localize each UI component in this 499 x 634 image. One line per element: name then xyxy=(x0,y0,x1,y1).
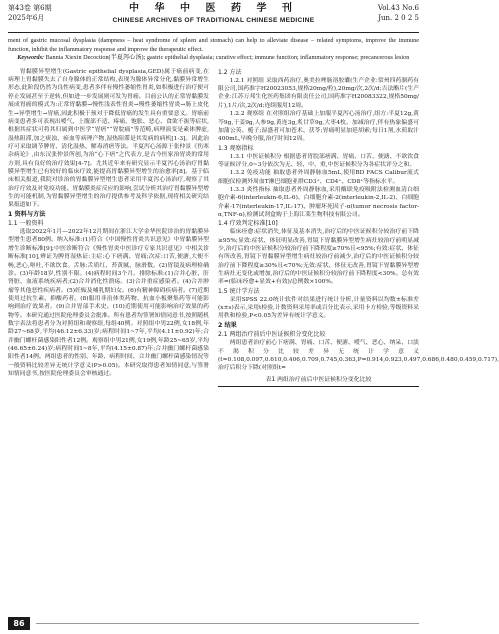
date-en: Jun. 2 0 2 5 xyxy=(378,14,419,22)
abstract-tail: ment of gastric mucosal dysplasia (dampness – heat syndrome of spleen and stomach) can help to alleviate disease – related symptoms, improve the immune function, inhibit the inflammatory response and improve the therapeutic effect. xyxy=(8,37,419,53)
observation-group-paragraph: 1.2.2 观察组 在对照组治疗基础上加服半夏泻心汤治疗,组方:半夏12g,黄芩9g,干姜9g,人参9g,黄连3g,炙甘草9g,大枣4枚。加减治疗,伴有热象偏盛可加蒲公英、栀子;湿盛者可加苍术、茯苓;胃痛明显加延胡索;每日1剂,水煎取汁400mL,早晚分服,治疗时间12周。 xyxy=(218,111,419,143)
page-number: 86 xyxy=(8,617,30,630)
section-heading-materials-methods: 1 资料与方法 xyxy=(8,210,46,218)
journal-title-zh: 中 华 中 医 药 学 刊 xyxy=(129,3,298,14)
left-column xyxy=(8,68,209,387)
efficacy-criteria-paragraph: 临床痊愈:症状消失,体征及基本消失,治疗后的中医证候积分较治疗前下降≥95%;显效:症状、体征明显改善,胃镜下胃黏膜异型增生病灶较治疗前明显减少,治疗后的中医证候积分较治疗前下降程度≥70%且<95%;有效:症状、体征有所改善,胃镜下胃黏膜异型增生病灶较治疗前减少,治疗后的中医证候积分较治疗前下降程度≥30%且<70%;无效:症状、体征无改善,胃镜下胃黏膜异型增生病灶无变化或增加,治疗后的中医证候积分较治疗前下降程度<30%。总有效率=(临床痊愈+显效+有效)/总例数×100%。 xyxy=(218,229,419,286)
intro-paragraph: 胃黏膜异型增生(Gastric epithelial dysplasia,GED)属于癌前病变,在病理上胃黏膜失去了自身腺体的正常结构,表现为腺体异常分化,黏膜异常增生形态,此阶段仍然为良性病变,患者多伴有慢性萎缩性胃炎,如积极进行治疗便可停止发展甚至于逆转,但如进一步发展则可发为胃癌。目前公认的正常胃黏膜发展成胃癌的模式为:正常胃黏膜→慢性浅表性胃炎→慢性萎缩性胃炎→肠上皮化生→异型增生→胃癌,因此积极干预对于降低胃癌的发生具有重要意义。胃癌前病变患者多可表现出嗳气、上腹部不适、疼痛、饱胀、恶心、食欲不振等症状,根据其症状可将其归属到中医学“胃痞”“胃脘痛”等范畴,病理演变是素体脾虚,湿热阻滞,加之痰浊、瘀血等病理产物,湿热阻滞是其发病的病机[1-3]。因此治疗可采取调节脾胃、清化湿热、解毒消痞等法。半夏泻心汤源于张仲景《伤寒杂病论》,由东汉张仲景所创,为治“心下痞”之代表方,是古今医家治胃炎的常用方剂,具有良好的治疗效果[4-7]。尤其近年来有研究显示半夏泻心汤治疗胃黏膜异型增生已有较好的临床疗效,能提高胃黏膜异型增生的治愈率[8]。基于临床相关报道,我院对诊治的胃黏膜异型增生患者采用半夏泻心汤治疗,观察了其治疗疗效及对免疫功能、胃黏膜炎症反应的影响,尝试分析其治疗胃黏膜异型增生的可能机制,为胃黏膜异型增生的治疗提供参考及科学依据,现将相关研究结果报道如下。 xyxy=(8,68,209,209)
general-data-paragraph: 选取2022年1月—2022年12月期间在浙江大学金华医院诊治的胃黏膜异型增生患者80例。纳入标准:(1)符合《中国慢性胃炎共识意见》中胃黏膜异型增生诊断标准[9];中医诊断符合《慢性胃炎中医诊疗专家共识意见》中相关诊断标准[10],辨证为脾胃湿热证:主症:心下痞满、胃痛;次症:口苦,便溏,大便不畅,恶心,呕吐,不欲饮食。舌脉:舌质红、苔黄腻、脉滑数。(2)胃镜及病理检确诊。(3)年龄18岁,性别不限。(4)病程时间3个月。排除标准:(1)合并心脏、肝肾脏、血液系统疾病者;(2)合并消化性溃疡。(3)合并重症感染者。(4)合并肿瘤等其他恶性疾病者。(5)妊娠及哺乳期妇女。(6)有精神障碍疾病者。(7)近期使用过抗生素、抑酸药者。(8)服用非甾体类药物、抗血小板聚集药等可能影响到治疗效果者。(9)合并胃部手术史。(10)近期使用可能影响治疗效果的药物等。本研究通过医院伦理委员会批准。所有患者均签署知情同意书,按照随机数字表法将患者分为对照组和观察组,每组40例。对照组中男22例,女18例,年龄27~68岁,平均(46.12±6.33)岁;病程时间1~7年,平均(4.11±0.92)年;合并幽门螺杆菌感染阳性者12例。观察组中男21例,女19例,年龄25~65岁,平均(46.65±6.24)岁;病程时间1~8年,平均(4.15±0.87)年;合并幽门螺杆菌感染阳性者14例。两组患者的性别、年龄、病程时间、合并幽门螺杆菌感染情况等一般资料比较差异无统计学意义(P>0.05)。本研究取得患者知情同意,与签署知情同意书,按医院伦理委员会审核通过。 xyxy=(8,229,209,377)
table-caption: 表1 两组治疗前后中医证候积分变化比较 xyxy=(265,376,372,383)
section-heading-results: 2 结果 xyxy=(218,321,237,329)
body-columns xyxy=(8,68,499,387)
subsection-heading-general-data: 1.1 一般资料 xyxy=(8,220,44,228)
date-zh: 2025年6月 xyxy=(8,14,45,22)
immune-function-paragraph: 1.3.2 免疫功能 抽取患者外周静脉血5mL,使用BD FACS Calibur流式细胞仪检测外周血T淋巴细胞亚群CD3⁺、CD4⁺、CD8⁺等指标水平。 xyxy=(218,170,419,185)
subsection-heading-efficacy-criteria: 1.4 疗效判定标准[10] xyxy=(218,220,278,228)
subsection-heading-indicators: 1.3 观察指标 xyxy=(218,144,254,152)
keywords-label: Keywords: xyxy=(17,54,45,62)
tcm-syndrome-score-paragraph: 1.3.1 中医证候积分 根据患者胃脘部痞满、胃痛、口苦、便溏、不欲饮食等证候评分,0~3分依次为无、轻、中、重,中医证候积分为各症状评分之和。 xyxy=(218,153,419,168)
right-column xyxy=(218,68,499,387)
keywords-line xyxy=(8,54,419,63)
statistics-paragraph: 采用SPSS 22.0统计软件对结果进行统计分析,计量资料以均数±标准差(x±s)表示,采用t检验,计数资料采用率或百分比表示,采用卡方检验,等级资料采用秩和检验,P<0.05为差异有统计学意义。 xyxy=(218,296,419,320)
subsection-heading-methods: 1.2 方法 xyxy=(218,68,242,76)
inflammatory-indicators-paragraph: 1.3.3 炎性指标 抽取患者外周静脉血,采用酶联免疫吸附法检测血清白细胞介素-6(interleukin-6,IL-6)、白细胞介素-2(interleukin-2,IL-2)、白细胞介素-17(interleukin-17,IL-17)、肿瘤坏死因子-α(tumor necrosis factor-α,TNF-α),检测试剂盒购于上海江莱生物科技有限公司。 xyxy=(218,186,419,218)
tcm-score-results-paragraph: 两组患者治疗前心下痞满、胃痛、口苦、便溏、嗳气、恶心、纳呆、口淡不渴积分比较差异无统计学意义(t=0.108,0.097,0.610,0.406,0.709,0.745,0.363,P=0.914,0.923,0.497,0.686,0.480,0.459,0.717),治疗后积分下降(对照组t= xyxy=(218,340,499,372)
footer-rule xyxy=(36,623,419,624)
volume-en: Vol.43 No.6 xyxy=(377,4,419,12)
header-right xyxy=(378,3,419,23)
subsection-heading-tcm-score-comparison: 2.1 两组治疗前后中医证候积分变化比较 xyxy=(218,331,326,339)
subsection-heading-statistics: 1.5 统计学方法 xyxy=(218,287,260,295)
english-abstract xyxy=(8,37,419,63)
journal-title-en: CHINESE ARCHIVES OF TRADITIONAL CHINESE MEDICINE xyxy=(112,17,315,24)
volume-zh: 第43卷 第6期 xyxy=(8,4,52,12)
header-center xyxy=(8,3,419,25)
table-top-rule xyxy=(218,386,419,387)
running-header xyxy=(8,0,419,33)
keywords-text: Bannia Xiexin Decoction(半夏泻心汤); gastric epithelial dysplasia; curative effect; immune function; inflammatory response; precancerous lesion xyxy=(45,54,410,62)
control-group-paragraph: 1.2.1 对照组 采取西药治疗,奥美拉唑肠溶胶囊(生产企业:常州四药制药有限公司,国药准字H20023053,规格20mg/粒),20mg/次,2次/d;吉法酯片(生产企业:江苏万邦生化医药集团有限责任公司,国药准字H20083322,规格50mg/片),1片/次,2次/d;连续服用12周。 xyxy=(218,77,419,109)
